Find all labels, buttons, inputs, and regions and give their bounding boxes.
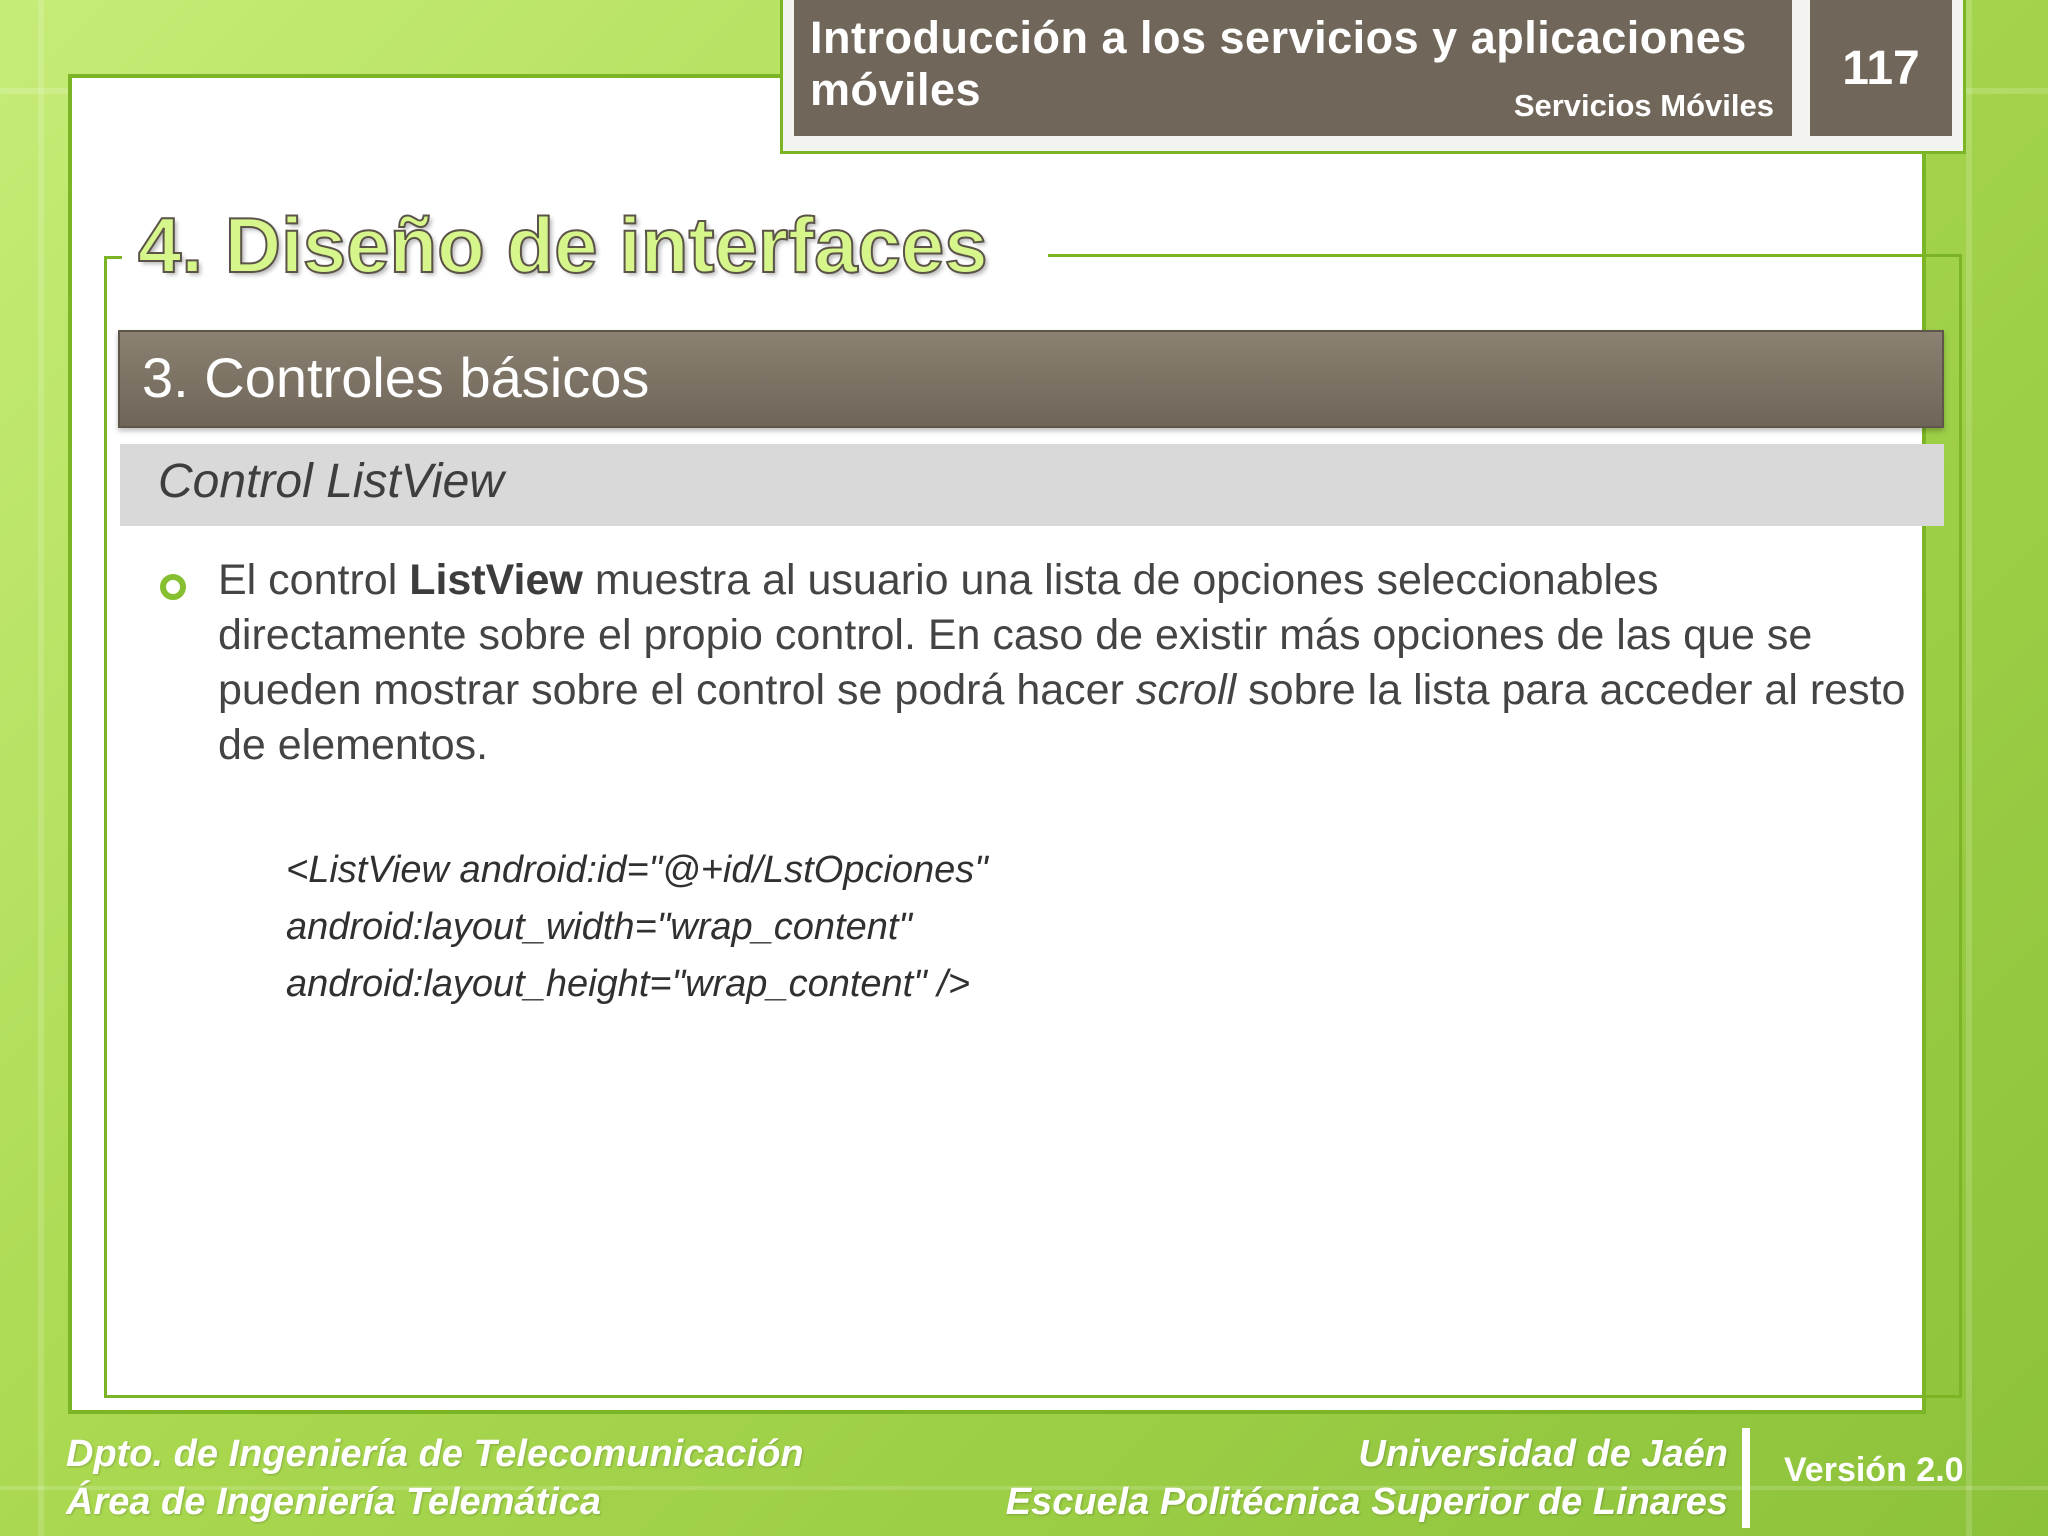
code-line: <ListView android:id="@+id/LstOpciones"	[286, 849, 988, 891]
bullet-text-bold: ListView	[409, 556, 583, 604]
subsection-title: Control ListView	[158, 455, 504, 508]
background-decoration-line	[38, 0, 44, 1536]
content-frame-top-left-line	[104, 256, 122, 259]
page-number-box	[1810, 0, 1952, 136]
code-line: android:layout_width="wrap_content"	[286, 906, 912, 948]
course-subtitle: Servicios Móviles	[1513, 88, 1774, 123]
code-block	[286, 842, 1486, 1013]
footer-right-line-1: Universidad de Jaén	[1358, 1433, 1728, 1475]
section-title: 3. Controles básicos	[142, 346, 650, 409]
course-title: Introducción a los servicios y aplicaciones móviles	[810, 12, 1747, 115]
footer-right-line-2: Escuela Politécnica Superior de Linares	[1005, 1481, 1728, 1523]
bullet-text-before: El control	[218, 556, 410, 604]
page-number: 117	[1842, 41, 1920, 95]
background-decoration-line	[1966, 0, 1972, 1536]
content-frame-top-right-line	[1048, 254, 1962, 257]
footer-divider	[1742, 1428, 1750, 1528]
bullet-text-italic: scroll	[1135, 666, 1237, 714]
slide-title: 4. Diseño de interfaces	[138, 201, 988, 289]
hollow-circle-bullet-icon	[160, 574, 186, 600]
bullet-text-after: sobre la lista para acceder al resto de elementos.	[218, 666, 1906, 769]
footer-university	[1006, 1430, 1728, 1526]
footer-version: Versión 2.0	[1784, 1451, 1964, 1489]
bullet-paragraph	[218, 553, 1918, 773]
code-line: android:layout_height="wrap_content" />	[286, 963, 971, 1005]
bullet-text-middle: muestra al usuario una lista de opciones seleccionables directamente sobre el propio control. En caso de existir más opciones de las que se pueden mostrar sobre el control se podrá hacer	[218, 556, 1813, 714]
footer-department	[66, 1430, 804, 1526]
footer-left-line-1: Dpto. de Ingeniería de Telecomunicación	[66, 1433, 804, 1475]
footer-left-line-2: Área de Ingeniería Telemática	[66, 1481, 602, 1523]
